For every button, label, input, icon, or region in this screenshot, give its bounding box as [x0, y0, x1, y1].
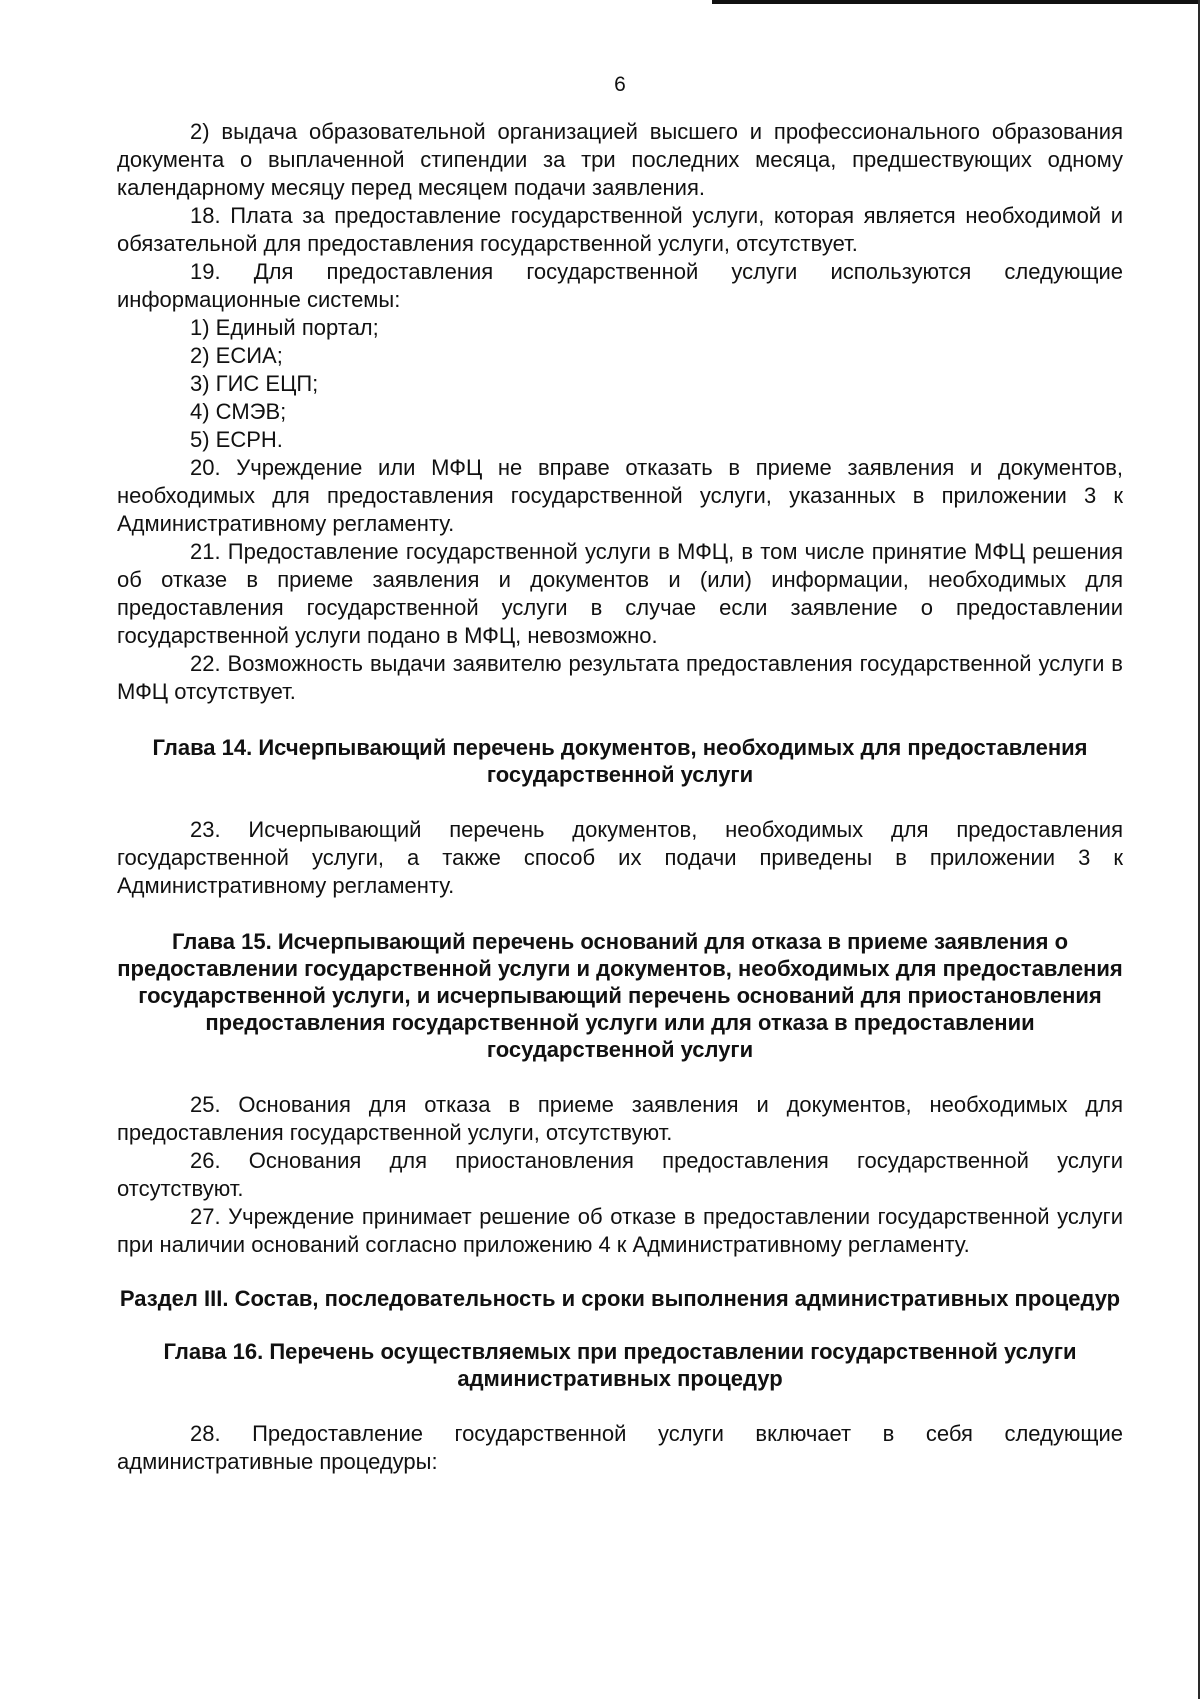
- paragraph-20: 20. Учреждение или МФЦ не вправе отказать в приеме заявления и документов, необходимых для предоставления государственной услуги, указанных в приложении 3 к Административному регламенту.: [117, 455, 1123, 536]
- paragraph-22: 22. Возможность выдачи заявителю результата предоставления государственной услуги в МФЦ отсутствует.: [117, 651, 1123, 704]
- paragraph-21: 21. Предоставление государственной услуги в МФЦ, в том числе принятие МФЦ решения об отказе в приеме заявления и документов и (или) информации, необходимых для предоставления государственной услуги в случае если заявление о предоставлении государственной услуги подано в МФЦ, невозможно.: [117, 539, 1123, 648]
- paragraph-26: 26. Основания для приостановления предоставления государственной услуги отсутствуют.: [117, 1148, 1123, 1201]
- paragraph-27: 27. Учреждение принимает решение об отказе в предоставлении государственной услуги при наличии оснований согласно приложению 4 к Административному регламенту.: [117, 1204, 1123, 1257]
- list-item: 3) ГИС ЕЦП;: [190, 371, 319, 396]
- chapter-16-heading: Глава 16. Перечень осуществляемых при предоставлении государственной услуги административных процедур: [163, 1339, 1077, 1391]
- paragraph-17-item-2: 2) выдача образовательной организацией высшего и профессионального образования документа о выплаченной стипендии за три последних месяца, предшествующих одному календарному месяцу перед месяцем подачи заявления.: [117, 119, 1123, 200]
- spacer: [117, 1259, 1123, 1285]
- spacer: [117, 1063, 1123, 1091]
- paragraph-23: 23. Исчерпывающий перечень документов, необходимых для предоставления государственной услуги, а также способ их подачи приведены в приложении 3 к Административному регламенту.: [117, 817, 1123, 898]
- scan-edge-top: [712, 0, 1200, 4]
- spacer: [117, 706, 1123, 734]
- document-body: [117, 118, 1123, 1476]
- paragraph-25: 25. Основания для отказа в приеме заявления и документов, необходимых для предоставления государственной услуги, отсутствуют.: [117, 1092, 1123, 1145]
- spacer: [117, 1312, 1123, 1338]
- spacer: [117, 788, 1123, 816]
- paragraph-19: 19. Для предоставления государственной услуги используются следующие информационные системы:: [117, 259, 1123, 312]
- chapter-14-heading: Глава 14. Исчерпывающий перечень документов, необходимых для предоставления государственной услуги: [152, 735, 1088, 787]
- spacer: [117, 900, 1123, 928]
- list-item: 1) Единый портал;: [190, 315, 379, 340]
- list-item: 4) СМЭВ;: [190, 399, 287, 424]
- list-item: 2) ЕСИА;: [190, 343, 283, 368]
- paragraph-18: 18. Плата за предоставление государственной услуги, которая является необходимой и обязательной для предоставления государственной услуги, отсутствует.: [117, 203, 1123, 256]
- section-3-heading: Раздел III. Состав, последовательность и сроки выполнения административных процедур: [119, 1286, 1121, 1311]
- spacer: [117, 1392, 1123, 1420]
- page-number: 6: [614, 73, 626, 96]
- paragraph-28: 28. Предоставление государственной услуги включает в себя следующие административные процедуры:: [117, 1421, 1123, 1474]
- chapter-15-heading: Глава 15. Исчерпывающий перечень оснований для отказа в приеме заявления о предоставлении государственной услуги и документов, необходимых для предоставления государственной услуги, и исчерпывающий перечень оснований для приостановления предоставления государственной услуги или для отказа в предоставлении государственной услуги: [117, 929, 1123, 1062]
- list-item: 5) ЕСРН.: [190, 427, 283, 452]
